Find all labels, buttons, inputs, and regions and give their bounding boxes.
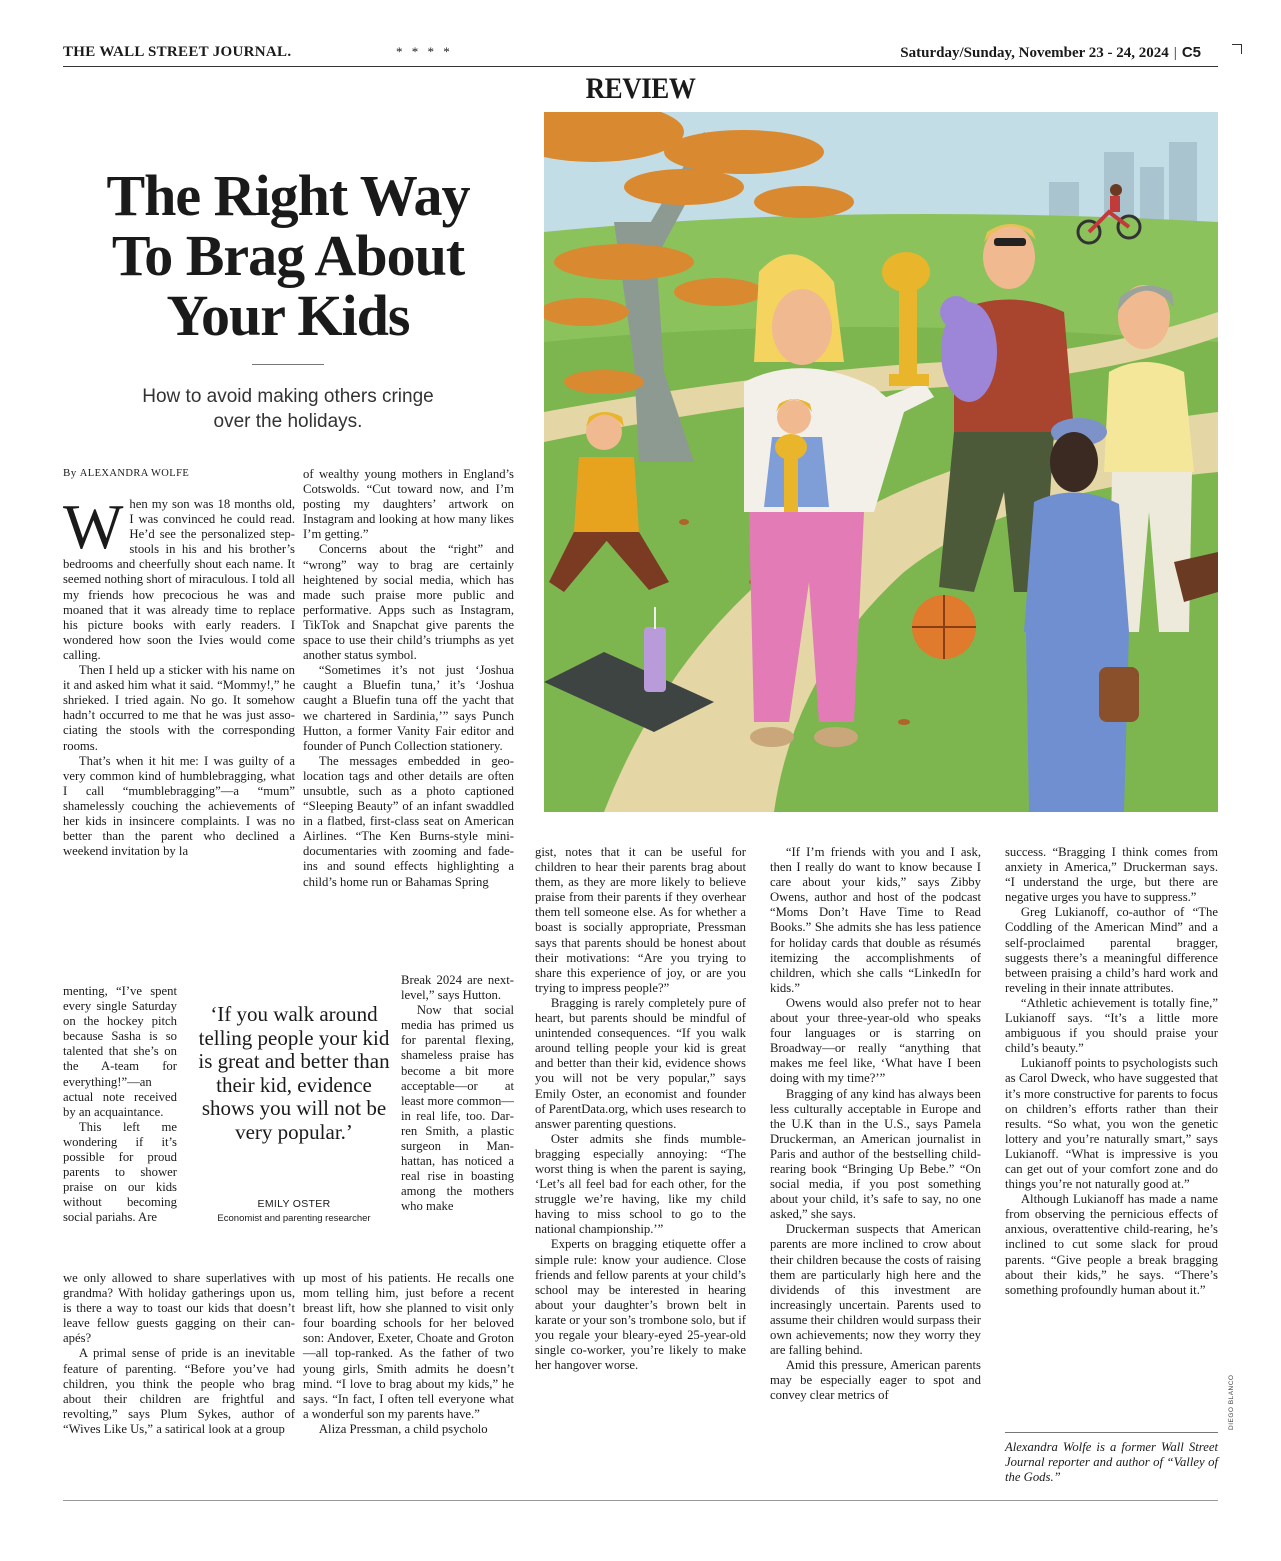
byline bbox=[63, 467, 189, 479]
headline-line-2: To Brag About bbox=[111, 223, 465, 288]
headline-line-3: Your Kids bbox=[166, 283, 410, 348]
paragraph: The messages embedded in geolocation tags and other details are often unsubtle, such as a photo captioned “Sleeping Beauty” of an infant swaddled in a flatbed, first-class seat on American Airlines. “The Ken Burns-style mini-documentaries with zooming and fade-ins and sound effects highlighting a child’s home run or Bahamas Spring bbox=[303, 753, 514, 889]
paragraph: “Sometimes it’s not just ‘Joshua caught a Bluefin tuna,’ it’s ‘Joshua caught a Bluefin tuna off the yacht that we chartered in Sardinia,’” says Punch Hutton, a former Vanity Fair editor and founder of Punch Collection stationery. bbox=[303, 663, 514, 753]
issue-date-page: Saturday/Sunday, November 23 - 24, 2024 | C5 bbox=[900, 44, 1201, 61]
pull-quote-role: Economist and parenting researcher bbox=[217, 1213, 371, 1224]
paragraph: Now that social media has primed us for parental flexing, shameless praise has become a bit more acceptable—or at least more common—in real life, too. Darren Smith, a plastic surgeon in Manhattan, has noticed a real rise in boasting among the mothers who make bbox=[401, 1003, 514, 1214]
paragraph: Druckerman suspects that American parents are more inclined to crow about their children because the costs of raising them are particularly high here and the dividends of this investment are increasingly uncertain. Parents used to assume their children would surpass their own achievements; now they worry they are falling behind. bbox=[770, 1222, 981, 1358]
paragraph: A primal sense of pride is an inevitable feature of parenting. “Before you’ve had children, you think the people who brag about their children are frightful and revolting,” says Plum Sykes, author of “Wives Like Us,” a satirical look at a group bbox=[63, 1346, 295, 1436]
subheadline-line-2: over the holidays. bbox=[213, 411, 363, 432]
article-column-1-bottom bbox=[63, 1271, 295, 1437]
paragraph: Experts on bragging etiquette offer a simple rule: know your audience. Close friends and fellow parents at your child’s school may be interested in hearing about your daughter’s brown belt in karate or your son’s trombone solo, but if you regale your bleary-eyed 25-year-old single co-worker, you’re likely to make her hangover worse. bbox=[535, 1237, 746, 1373]
paragraph: Although Lukianoff has made a name from observing the pernicious effects of anxious, overattentive child-rearing, he’s inclined to cut some slack for proud parents. “Give people a break bragging about their kids,” he says. “There’s something profoundly human about it.” bbox=[1005, 1192, 1218, 1297]
article-column-4 bbox=[770, 845, 981, 1403]
paragraph: Lukianoff points to psychologists such as Carol Dweck, who have suggested that it’s more constructive for parents to focus on children’s efforts rather than their results. “So what, you won the genetic lottery and you’re naturally smart,” says Lukianoff. “What is impressive is you can get out of your comfort zone and do things you’re not naturally good at.” bbox=[1005, 1056, 1218, 1192]
paragraph: Aliza Pressman, a child psycholo bbox=[318, 1421, 488, 1436]
paragraph: This left me wondering if it’s possible for proud parents to shower praise on our kids without becoming social pariahs. Are bbox=[63, 1119, 177, 1225]
paragraph: Oster admits she finds mumblebragging especially annoying: “The worst thing is when the parent is saying, ‘Let’s all feel bad for each other, for the struggle we’re having, like my child having to miss school to go to the national championship.’” bbox=[535, 1131, 746, 1237]
paragraph: gist, notes that it can be useful for children to hear their parents brag about them, as they are more likely to believe praise from their parents if they overhear them tell someone else. As for whether a boast is socially appropriate, Pressman says that parents should be honest about their motivations: “Are you trying to share this experience of joy, or are you trying to impress people?” bbox=[535, 845, 746, 995]
headline bbox=[63, 163, 513, 348]
article-column-3 bbox=[535, 845, 746, 1373]
headline-line-1: The Right Way bbox=[106, 163, 470, 228]
illustration-credit: DIEGO BLANCO bbox=[1228, 1374, 1235, 1430]
article-column-5 bbox=[1005, 845, 1218, 1298]
paragraph: we only allowed to share superlatives with grandma? With holiday gatherings upon us, is there a way to toast our kids that doesn’t leave fellow guests gagging on their canapés? bbox=[63, 1271, 295, 1346]
paragraph: Concerns about the “right” and “wrong” way to brag are certainly heightened by social media, which has made such praise more public and performative. Apps such as Instagram, TikTok and Snapchat give parents the space to use their child’s triumphs as yet another status symbol. bbox=[303, 542, 514, 663]
author-note-divider bbox=[1005, 1432, 1218, 1433]
byline-author: ALEXANDRA WOLFE bbox=[79, 468, 190, 479]
article-column-1-middle bbox=[63, 984, 177, 1226]
paragraph: Amid this pressure, American parents may be especially eager to spot and convey clear metrics of bbox=[770, 1358, 981, 1403]
pull-quote-attribution: EMILY OSTER bbox=[257, 1198, 331, 1210]
issue-date: Saturday/Sunday, November 23 - 24, 2024 bbox=[900, 45, 1169, 61]
crop-mark bbox=[1232, 44, 1242, 54]
paragraph: “If I’m friends with you and I ask, then I really do want to know because I care about your kids,” says Zibby Owens, author and host of the podcast “Moms Don’t Have Time to Read Books.” She admits she has less patience for holiday cards that double as résumés itemizing the accomplishments of children, which she calls “LinkedIn for kids.” bbox=[770, 845, 981, 995]
author-note bbox=[1005, 1440, 1218, 1485]
page-number: C5 bbox=[1181, 44, 1201, 61]
bottom-rule bbox=[63, 1500, 1218, 1501]
paragraph: Owens would also prefer not to hear about your three-year-old who speaks four languages or is starring on Broadway—or really “anything that makes me feel like, ‘What have I been doing with my time?’” bbox=[770, 995, 981, 1086]
article-column-2-middle bbox=[401, 973, 514, 1215]
subheadline bbox=[63, 384, 513, 434]
paragraph: Greg Lukianoff, co-author of “The Coddling of the American Mind” and a self-proclaimed parental bragger, suggests there’s a meaningful difference between praising a child’s hard work and reveling in their innate attributes. bbox=[1005, 905, 1218, 995]
illustration bbox=[544, 112, 1218, 812]
newspaper-name: THE WALL STREET JOURNAL. bbox=[63, 44, 292, 60]
paragraph: Bragging is rarely completely pure of heart, but parents should be mindful of unintended consequences. “If you walk around telling people your kid is great and better than their kid, evidence shows you will not be very popular,” says Emily Oster, an economist and founder of ParentData.org, which uses research to answer parenting questions. bbox=[535, 995, 746, 1131]
section-title: REVIEW bbox=[585, 72, 696, 105]
pull-quote: ‘If you walk around telling people your kid is great and better than their kid, evidence shows you will not be very popular.’ bbox=[198, 1002, 390, 1144]
paragraph: of wealthy young mothers in England’s Cotswolds. “Cut toward now, and I’m posting my daughters’ artwork on Instagram and looking at how many likes I’m getting.” bbox=[303, 467, 514, 542]
paragraph: Break 2024 are next-level,” says Hutton. bbox=[401, 973, 514, 1003]
top-rule bbox=[63, 66, 1218, 67]
paragraph: up most of his patients. He recalls one mom telling him, just before a recent breast lift, how she planned to visit only four boarding schools for her beloved son: Andover, Exeter, Choate and Groton—all top-ranked. As the father of two young girls, Smith admits he doesn’t mind. “I love to brag about my kids,” he says. “In fact, I often tell everyone what a wonderful son my parents have.” bbox=[303, 1271, 514, 1421]
paragraph: success. “Bragging I think comes from anxiety in America,” Druckerman says. “I understand the urge, but there are negative urges you have to suppress.” bbox=[1005, 845, 1218, 905]
paragraph: “Athletic achievement is totally fine,” Lukianoff says. “It’s a little more ambiguous if you should praise your child’s beauty.” bbox=[1005, 995, 1218, 1056]
park-scene-illustration bbox=[544, 112, 1218, 812]
paragraph: menting, “I’ve spent every single Saturday on the hockey pitch because Sasha is so talented that she’s on the A-team for everything!”—an actual note received by an acquaintance. bbox=[63, 984, 177, 1119]
byline-prefix: By bbox=[63, 467, 77, 479]
paragraph: That’s when it hit me: I was guilty of a very common kind of humblebragging, what I call “mumblebragging”—a “mum” shamelessly couching the achievements of her kids in insincere complaints. I was no better than the parent who declined a weekend invitation by la bbox=[63, 753, 295, 859]
article-column-1-top bbox=[63, 491, 295, 859]
paragraph: Then I held up a sticker with his name on it and asked him what it said. “Mommy!,” he shrieked. I tried again. No go. It somehow hadn’t occurred to me that he was just associating the stools with the corresponding rooms. bbox=[63, 663, 295, 753]
edition-stars: * * * * bbox=[396, 44, 453, 59]
headline-divider bbox=[252, 364, 324, 365]
paragraph: hen my son was 18 months old, I was convinced he could read. He’d see the personalized stepstools in his and his brother’s bedrooms and cheerfully shout each name. It seemed nothing short of miraculous. I told all my friends how precocious he was and moaned that it was already time to replace his picture books with early readers. I wondered how soon the Ivies would come calling. bbox=[63, 497, 295, 662]
paragraph: Bragging of any kind has always been less culturally acceptable in Europe and the U.K than in the U.S., says Pamela Druckerman, an American journalist in Paris and author of the bestselling child-rearing book “Bringing Up Bebe.” “On social media, if you post something about your child, it’s safe to say, no one asked,” she says. bbox=[770, 1086, 981, 1222]
article-column-2-top bbox=[303, 467, 514, 890]
author-note-text: Alexandra Wolfe is a former Wall Street Journal reporter and author of “Valley of the Gods.” bbox=[1005, 1440, 1218, 1485]
article-column-2-bottom bbox=[303, 1271, 514, 1437]
drop-cap: W bbox=[63, 491, 124, 562]
subheadline-line-1: How to avoid making others cringe bbox=[142, 386, 434, 407]
